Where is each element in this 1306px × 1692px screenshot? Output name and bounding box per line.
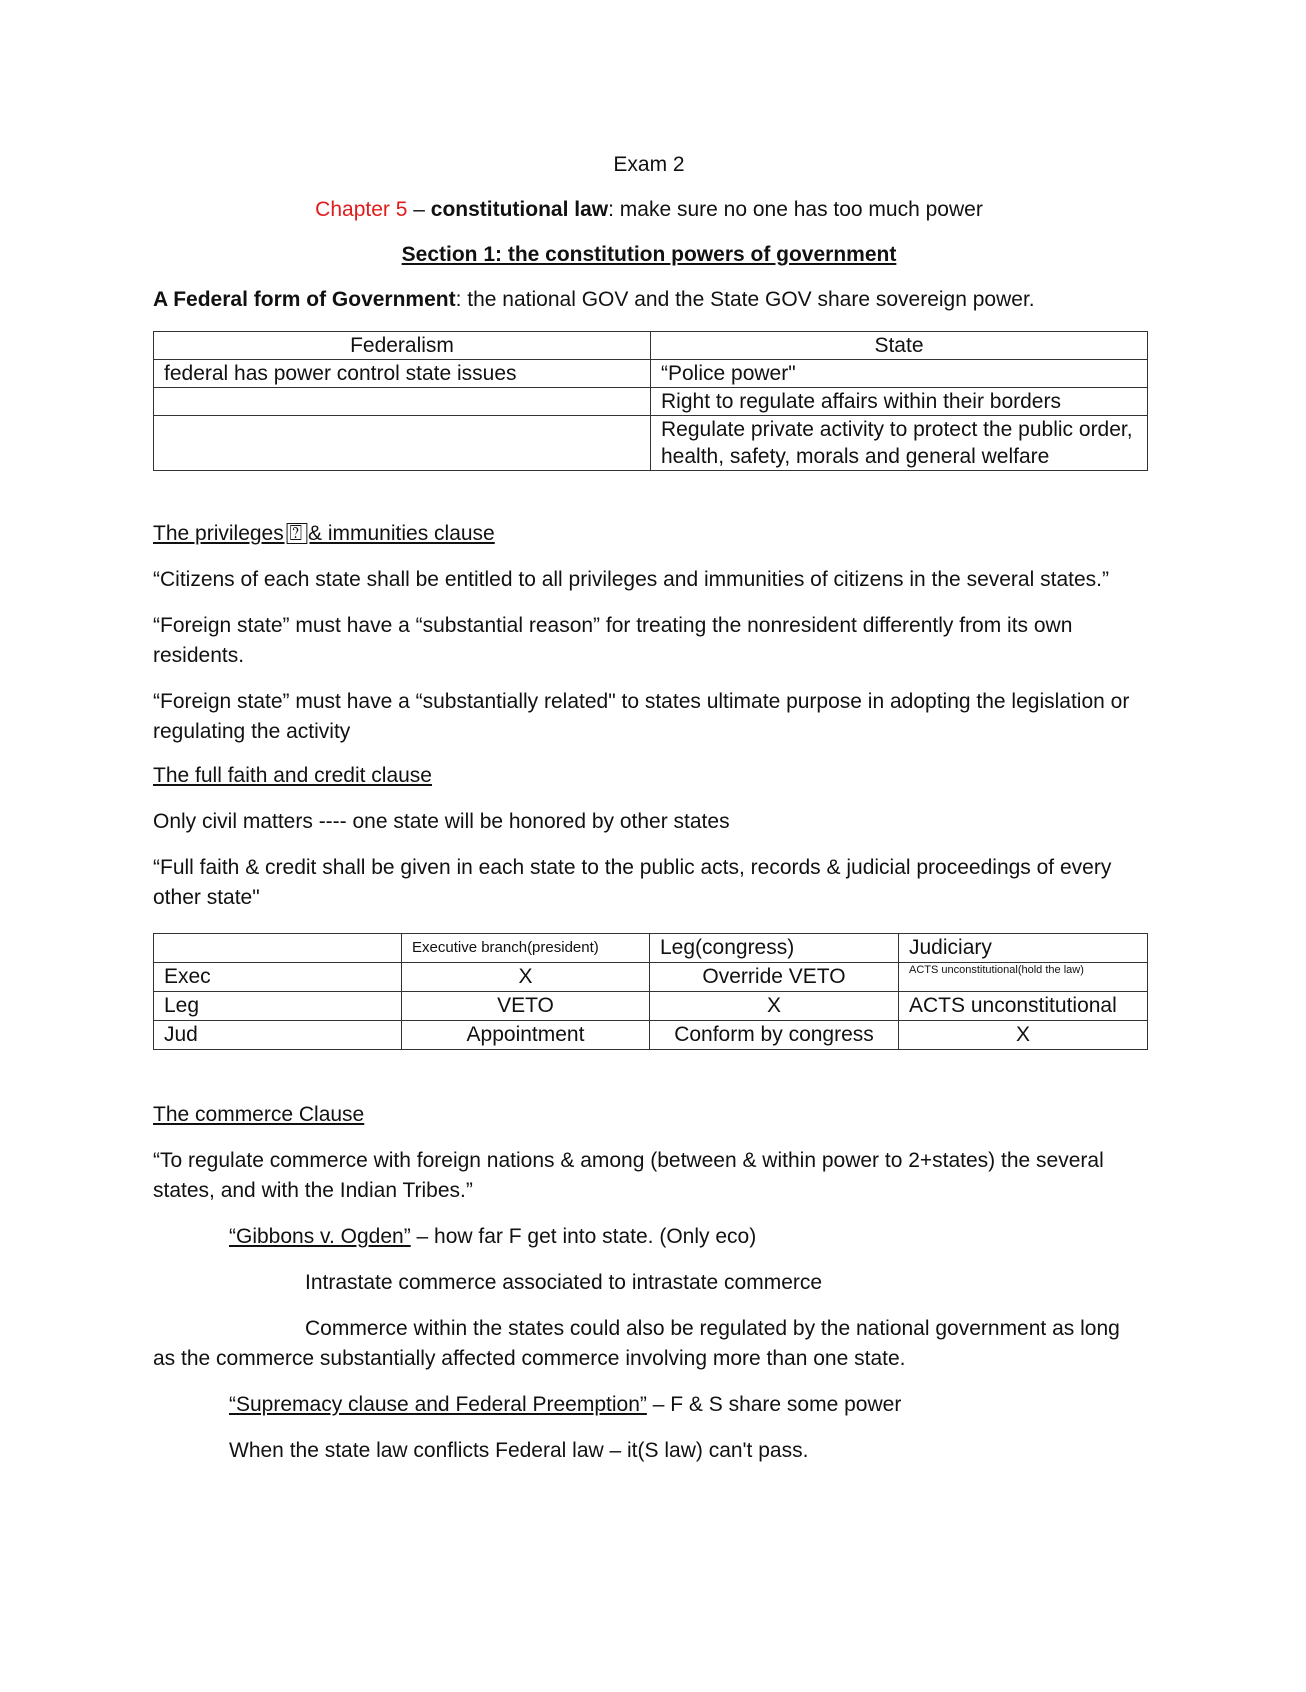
table-cell: Override VETO: [650, 963, 899, 992]
table-cell: “Police power": [651, 360, 1148, 388]
gibbons-rest: – how far F get into state. (Only eco): [410, 1225, 757, 1248]
table-cell: X: [899, 1021, 1148, 1050]
supremacy-line: [153, 1390, 1145, 1420]
table-header-row: [154, 332, 1148, 360]
row-label: Exec: [154, 963, 402, 992]
header-judiciary: Judiciary: [899, 934, 1148, 963]
chapter-term: constitutional law: [430, 198, 609, 221]
intrastate-line: Intrastate commerce associated to intrastate commerce: [305, 1271, 823, 1294]
table-cell: Appointment: [402, 1021, 650, 1050]
table-cell: Conform by congress: [650, 1021, 899, 1050]
table-cell: [154, 388, 651, 416]
table-cell: ACTS unconstitutional(hold the law): [899, 963, 1148, 992]
chapter-line: [153, 195, 1145, 225]
supremacy-rest: – F & S share some power: [646, 1393, 902, 1416]
federal-form-term: A Federal form of Government: [153, 288, 456, 311]
foreign-state-related: “Foreign state” must have a “substantially related" to states ultimate purpose in adopting the legislation or regulating the activity: [153, 690, 1130, 743]
header-state: State: [651, 332, 1148, 360]
chapter-rest: : make sure no one has too much power: [608, 198, 983, 221]
fullfaith-heading: The full faith and credit clause: [153, 764, 432, 787]
table-cell: X: [650, 992, 899, 1021]
conflict-line: When the state law conflicts Federal law – it(S law) can't pass.: [229, 1439, 809, 1462]
doc-title: Exam 2: [613, 153, 685, 176]
fullfaith-quote: “Full faith & credit shall be given in each state to the public acts, records & judicial proceedings of every other state": [153, 856, 1112, 909]
commerce-quote: “To regulate commerce with foreign nations & among (between & within power to 2+states) the several states, and with the Indian Tribes.”: [153, 1149, 1104, 1202]
table-cell: VETO: [402, 992, 650, 1021]
header-blank: [154, 934, 402, 963]
table-row: [154, 992, 1148, 1021]
commerce-heading: The commerce Clause: [153, 1103, 365, 1126]
privileges-heading: The privileges ⍰⃞ & immunities clause: [153, 522, 495, 545]
commerce-within: Commerce within the states could also be regulated by the national government as long as the commerce substantially affected commerce involving more than one state.: [153, 1317, 1120, 1370]
table-cell: Regulate private activity to protect the public order, health, safety, morals and general welfare: [651, 416, 1148, 471]
table-row: [154, 416, 1148, 471]
chapter-label: Chapter 5: [315, 198, 408, 221]
branches-table: [153, 933, 1148, 1050]
header-legislative: Leg(congress): [650, 934, 899, 963]
table-cell: federal has power control state issues: [154, 360, 651, 388]
chapter-sep: –: [407, 198, 431, 221]
table-cell: Right to regulate affairs within their borders: [651, 388, 1148, 416]
table-row: [154, 360, 1148, 388]
row-label: Jud: [154, 1021, 402, 1050]
row-label: Leg: [154, 992, 402, 1021]
table-cell: ACTS unconstitutional: [899, 992, 1148, 1021]
civil-matters: Only civil matters ---- one state will be honored by other states: [153, 810, 730, 833]
federal-form-line: [153, 285, 1145, 315]
header-executive: Executive branch(president): [402, 934, 650, 963]
privileges-quote: “Citizens of each state shall be entitled to all privileges and immunities of citizens in the several states.”: [153, 568, 1109, 591]
foreign-state-reason: “Foreign state” must have a “substantial reason” for treating the nonresident differently from its own residents.: [153, 614, 1073, 667]
federalism-table: [153, 331, 1148, 471]
document-page: [153, 150, 1145, 1466]
header-federalism: Federalism: [154, 332, 651, 360]
supremacy-case: “Supremacy clause and Federal Preemption”: [229, 1393, 647, 1416]
gibbons-line: [153, 1222, 1145, 1252]
gibbons-case: “Gibbons v. Ogden”: [229, 1225, 411, 1248]
table-header-row: [154, 934, 1148, 963]
table-cell: X: [402, 963, 650, 992]
table-row: [154, 963, 1148, 992]
federal-form-rest: : the national GOV and the State GOV share sovereign power.: [455, 288, 1035, 311]
table-cell: [154, 416, 651, 471]
table-row: [154, 1021, 1148, 1050]
table-row: [154, 388, 1148, 416]
section1-heading: Section 1: the constitution powers of government: [401, 243, 897, 266]
